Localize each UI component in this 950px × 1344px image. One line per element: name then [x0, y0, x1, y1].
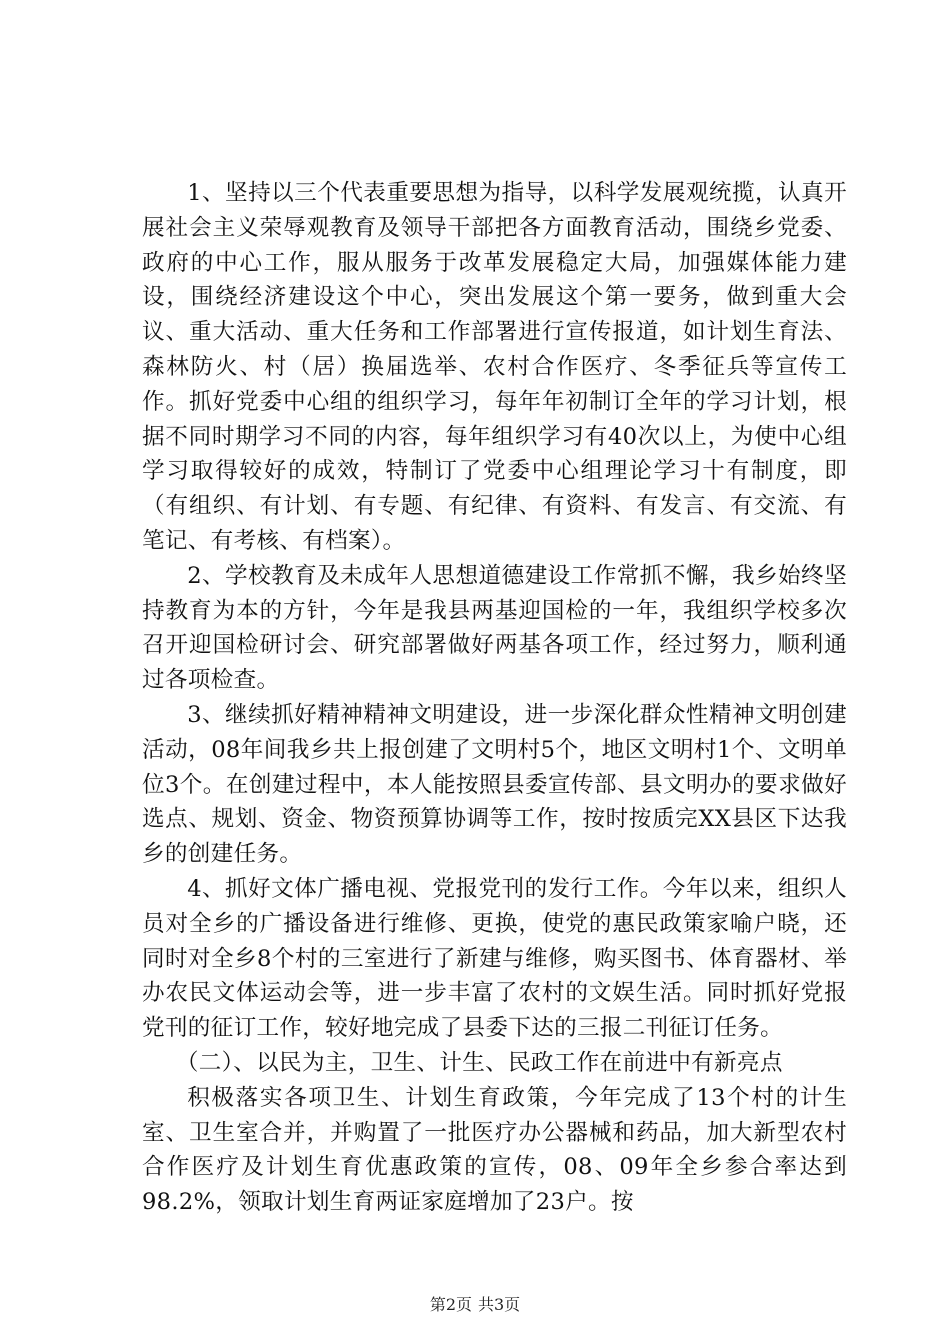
paragraph-3: 3、继续抓好精神精神文明建设，进一步深化群众性精神文明创建活动，08年间我乡共上报创建了文明村5个，地区文明村1个、文明单位3个。在创建过程中，本人能按照县委宣传部、县文明办的要求做好选点、规划、资金、物资预算协调等工作，按时按质完XX县区下达我乡的创建任务。 — [142, 701, 847, 868]
paragraph-4: 4、抓好文体广播电视、党报党刊的发行工作。今年以来，组织人员对全乡的广播设备进行维修、更换，使党的惠民政策家喻户晓，还同时对全乡8个村的三室进行了新建与维修，购买图书、体育器材、举办农民文体运动会等，进一步丰富了农村的文娱生活。同时抓好党报党刊的征订工作，较好地完成了县委下达的三报二刊征订任务。 — [142, 875, 847, 1042]
page-footer — [0, 1292, 950, 1315]
paragraph-2: 2、学校教育及未成年人思想道德建设工作常抓不懈，我乡始终坚持教育为本的方针，今年是我县两基迎国检的一年，我组织学校多次召开迎国检研讨会、研究部署做好两基各项工作，经过努力，顺利通过各项检查。 — [142, 562, 847, 694]
page-number: 第2页 — [429, 1295, 472, 1314]
page-total: 共3页 — [478, 1295, 521, 1314]
section-paragraph: 积极落实各项卫生、计划生育政策，今年完成了13个村的计生室、卫生室合并，并购置了一批医疗办公器械和药品，加大新型农村合作医疗及计划生育优惠政策的宣传，08、09年全乡参合率达到98.2%，领取计划生育两证家庭增加了23户。按 — [142, 1084, 847, 1216]
paragraph-1: 1、坚持以三个代表重要思想为指导，以科学发展观统揽，认真开展社会主义荣辱观教育及领导干部把各方面教育活动，围绕乡党委、政府的中心工作，服从服务于改革发展稳定大局，加强媒体能力建设，围绕经济建设这个中心，突出发展这个第一要务，做到重大会议、重大活动、重大任务和工作部署进行宣传报道，如计划生育法、森林防火、村（居）换届选举、农村合作医疗、冬季征兵等宣传工作。抓好党委中心组的组织学习，每年年初制订全年的学习计划，根据不同时期学习不同的内容，每年组织学习有40次以上，为使中心组学习取得较好的成效，特制订了党委中心组理论学习十有制度，即（有组织、有计划、有专题、有纪律、有资料、有发言、有交流、有笔记、有考核、有档案）。 — [142, 180, 847, 554]
document-body — [142, 176, 847, 1220]
section-heading: （二）、以民为主，卫生、计生、民政工作在前进中有新亮点 — [175, 1049, 783, 1076]
